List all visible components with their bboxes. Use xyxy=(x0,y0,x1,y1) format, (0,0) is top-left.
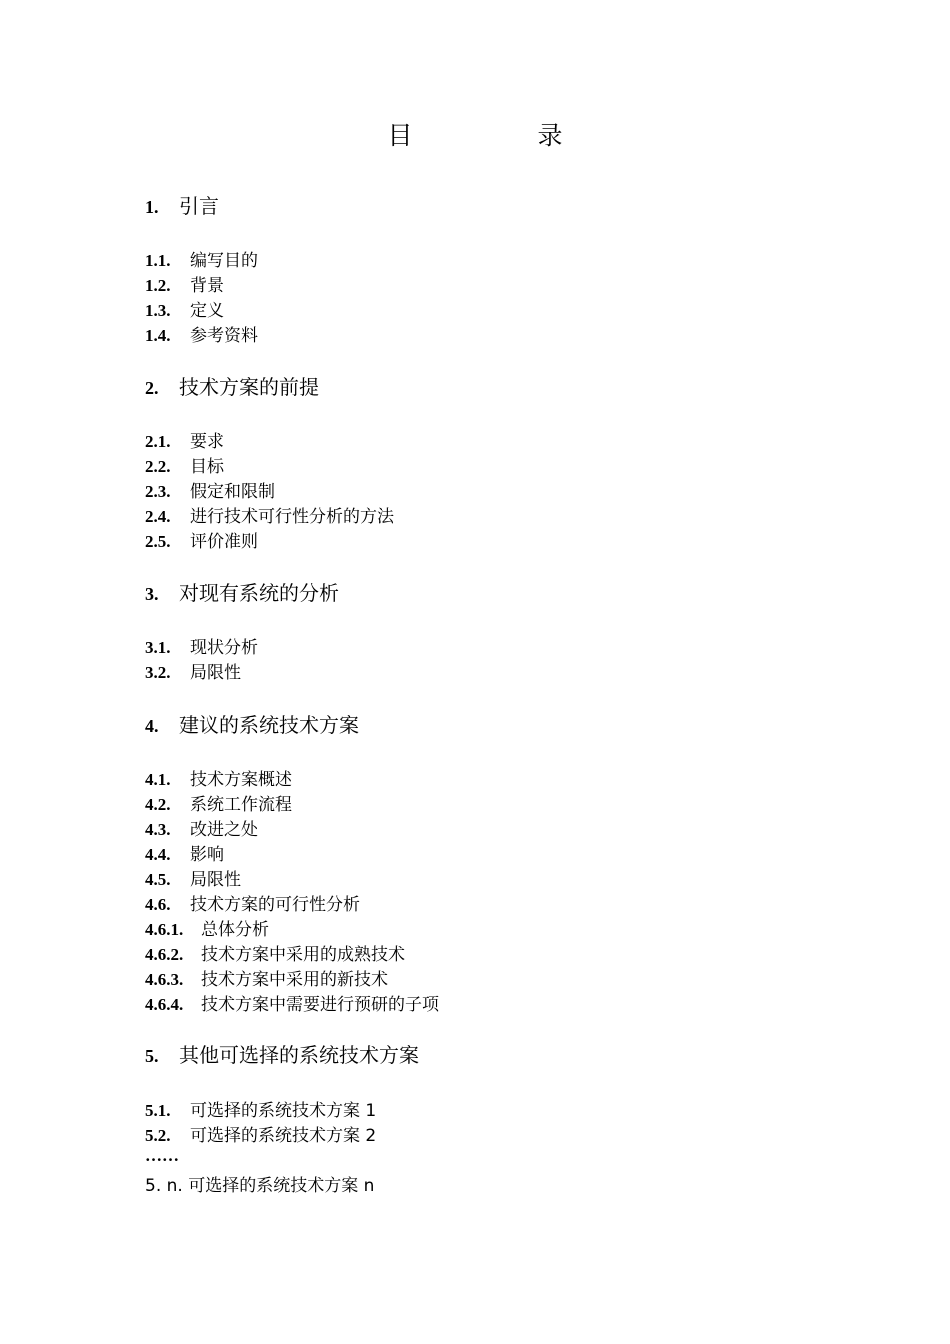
toc-text: 改进之处 xyxy=(190,820,258,840)
toc-number: 3.1. xyxy=(145,638,171,657)
toc-number: 4. xyxy=(145,716,159,736)
toc-text: 进行技术可行性分析的方法 xyxy=(190,507,394,527)
toc-number: 3.2. xyxy=(145,663,171,682)
toc-ellipsis xyxy=(145,1146,179,1166)
toc-text: 技术方案中采用的成熟技术 xyxy=(201,945,405,965)
toc-entry-4-1[interactable] xyxy=(145,765,292,790)
toc-entry-5-1[interactable] xyxy=(145,1096,376,1121)
toc-text: 参考资料 xyxy=(190,326,258,346)
toc-text: 建议的系统技术方案 xyxy=(179,713,359,737)
toc-text: 局限性 xyxy=(190,663,241,683)
toc-number: 3. xyxy=(145,584,159,604)
toc-entry-2-2[interactable] xyxy=(145,452,224,477)
toc-entry-4-6[interactable] xyxy=(145,890,360,915)
toc-text: 目标 xyxy=(190,457,224,477)
toc-number: 2.2. xyxy=(145,457,171,476)
toc-text: 可选择的系统技术方案 1 xyxy=(190,1101,377,1121)
toc-entry-4-5[interactable] xyxy=(145,865,241,890)
toc-entry-3[interactable] xyxy=(145,577,339,606)
toc-number: 1.4. xyxy=(145,326,171,345)
toc-text: 背景 xyxy=(190,276,224,296)
toc-number: 4.5. xyxy=(145,870,171,889)
toc-text: 评价准则 xyxy=(190,532,258,552)
toc-number: 4.6.2. xyxy=(145,945,184,964)
toc-entry-2-1[interactable] xyxy=(145,427,224,452)
toc-entry-1-3[interactable] xyxy=(145,296,224,321)
toc-number: 2.3. xyxy=(145,482,171,501)
toc-entry-2-4[interactable] xyxy=(145,502,394,527)
toc-number: 2.1. xyxy=(145,432,171,451)
toc-number: 2.5. xyxy=(145,532,171,551)
toc-text: 可选择的系统技术方案 2 xyxy=(190,1126,377,1146)
toc-text: 假定和限制 xyxy=(190,482,275,502)
toc-number: 4.4. xyxy=(145,845,171,864)
toc-number: 4.1. xyxy=(145,770,171,789)
toc-entry-1-4[interactable] xyxy=(145,321,258,346)
toc-number: 4.6.4. xyxy=(145,995,184,1014)
toc-text: 引言 xyxy=(179,194,219,218)
toc-number: 2.4. xyxy=(145,507,171,526)
toc-entry-4-6-2[interactable] xyxy=(145,940,405,965)
toc-number: 2. xyxy=(145,378,159,398)
toc-number: 1.2. xyxy=(145,276,171,295)
toc-text: 定义 xyxy=(190,301,224,321)
toc-text: 技术方案的可行性分析 xyxy=(190,895,360,915)
toc-number: 4.6.1. xyxy=(145,920,184,939)
toc-entry-4-6-4[interactable] xyxy=(145,990,439,1015)
toc-text: 总体分析 xyxy=(201,920,269,940)
toc-entry-4-6-3[interactable] xyxy=(145,965,388,990)
toc-text: 技术方案中采用的新技术 xyxy=(201,970,388,990)
toc-entry-1-2[interactable] xyxy=(145,271,224,296)
toc-text: 其他可选择的系统技术方案 xyxy=(179,1043,419,1067)
toc-number: 4.6.3. xyxy=(145,970,184,989)
toc-number: 1.1. xyxy=(145,251,171,270)
toc-entry-2[interactable] xyxy=(145,371,319,400)
toc-entry-2-3[interactable] xyxy=(145,477,275,502)
toc-number: 1.3. xyxy=(145,301,171,320)
toc-number: 4.3. xyxy=(145,820,171,839)
ellipsis-text: …… xyxy=(145,1146,179,1165)
toc-entry-4[interactable] xyxy=(145,709,359,738)
toc-number: 5.2. xyxy=(145,1126,171,1145)
toc-entry-3-2[interactable] xyxy=(145,658,241,683)
toc-entry-5-n[interactable] xyxy=(145,1171,374,1196)
toc-text: 5. n. 可选择的系统技术方案 n xyxy=(145,1176,375,1196)
toc-number: 4.6. xyxy=(145,895,171,914)
toc-entry-3-1[interactable] xyxy=(145,633,258,658)
toc-text: 系统工作流程 xyxy=(190,795,292,815)
toc-entry-5-2[interactable] xyxy=(145,1121,376,1146)
toc-text: 技术方案概述 xyxy=(190,770,292,790)
toc-text: 编写目的 xyxy=(190,251,258,271)
toc-entry-5[interactable] xyxy=(145,1039,419,1068)
toc-number: 5.1. xyxy=(145,1101,171,1120)
toc-text: 对现有系统的分析 xyxy=(179,581,339,605)
toc-text: 技术方案的前提 xyxy=(179,375,319,399)
toc-text: 现状分析 xyxy=(190,638,258,658)
toc-entry-4-3[interactable] xyxy=(145,815,258,840)
toc-entry-2-5[interactable] xyxy=(145,527,258,552)
toc-entry-1[interactable] xyxy=(145,190,219,219)
toc-entry-4-4[interactable] xyxy=(145,840,224,865)
toc-entry-4-6-1[interactable] xyxy=(145,915,269,940)
toc-text: 局限性 xyxy=(190,870,241,890)
toc-text: 技术方案中需要进行预研的子项 xyxy=(201,995,439,1015)
toc-entry-1-1[interactable] xyxy=(145,246,258,271)
toc-text: 影响 xyxy=(190,845,224,865)
toc-entry-4-2[interactable] xyxy=(145,790,292,815)
toc-number: 1. xyxy=(145,197,159,217)
toc-number: 5. xyxy=(145,1046,159,1066)
toc-text: 要求 xyxy=(190,432,224,452)
page-title: 目 录 xyxy=(387,121,613,150)
toc-number: 4.2. xyxy=(145,795,171,814)
